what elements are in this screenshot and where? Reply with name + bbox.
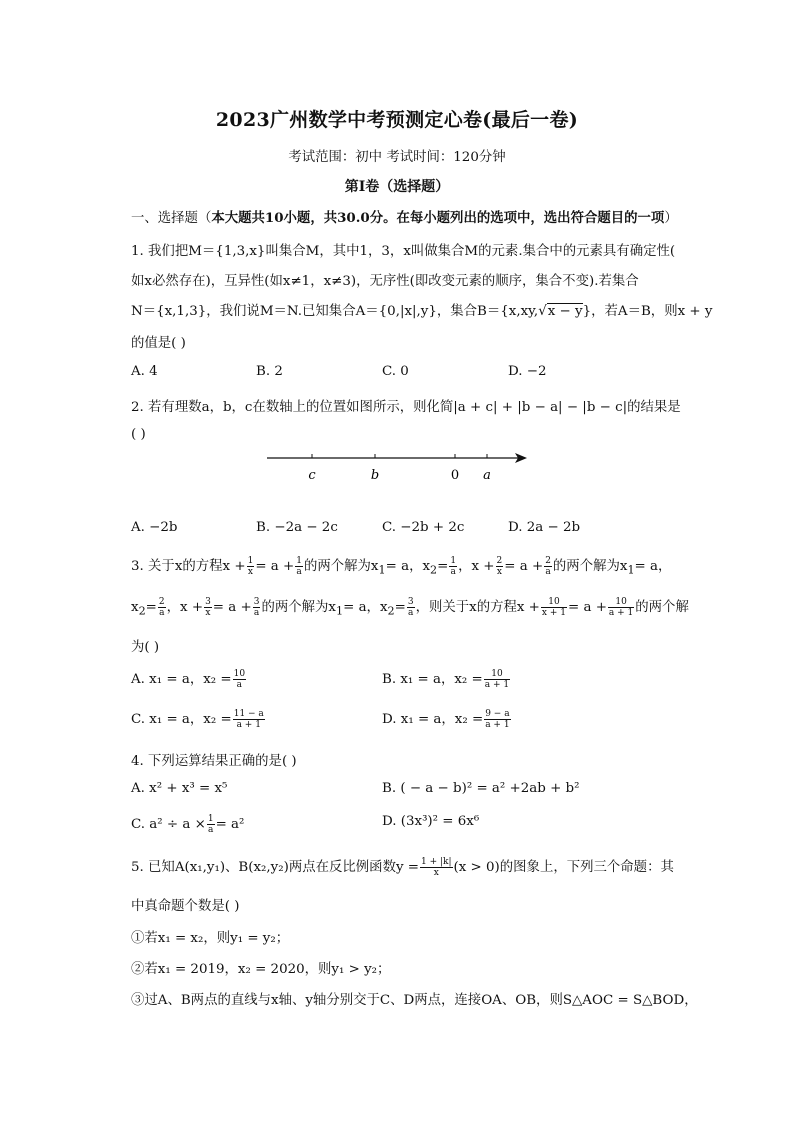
- q1-option-d[interactable]: D. −2: [508, 364, 547, 379]
- label-a: a: [483, 468, 491, 483]
- q4-option-a[interactable]: A. x² + x³ = x⁵: [131, 781, 228, 796]
- q3-text: 3. 关于x的方程x +: [131, 559, 246, 574]
- q1-option-a[interactable]: A. 4: [131, 364, 158, 379]
- circled-two-icon: ②: [131, 962, 145, 977]
- q2-option-b[interactable]: B. −2a − 2c: [256, 520, 338, 535]
- q1-option-b[interactable]: B. 2: [256, 364, 283, 379]
- q4-line1: 4. 下列运算结果正确的是( ): [131, 754, 297, 769]
- q1-line3-a: N＝{x,1,3}，我们说M＝N.已知集合A＝{0,|x|,y}，集合B＝{x,xy,: [131, 304, 539, 319]
- q3-line2: $x_2=$ $\frac{2}{a}$ ，x + $\frac{3}{x}$ = a + $\frac{3}{a}$ 的两个解为$x_1= a$，$x_2=$ $\frac{3}{a}$ ，则关于x的方程x + $\frac{10}{x + 1}$ = a + $\frac{10}{a + 1}$ 的两个解: [131, 597, 689, 618]
- fraction: $\frac{1}{a}$: [296, 556, 302, 577]
- exam-info: 考试范围：初中 考试时间：120分钟: [288, 150, 506, 165]
- q1-line2: 如x必然存在)，互异性(如x≠1，x≠3)，无序性(即改变元素的顺序，集合不变).若集合: [131, 274, 639, 289]
- label-0: 0: [450, 468, 460, 483]
- q5-item-3: ③过A、B两点的直线与x轴、y轴分别交于C、D两点，连接OA、OB，则S△AOC = S△BOD，: [131, 993, 698, 1008]
- q1-option-c[interactable]: C. 0: [382, 364, 409, 379]
- exam-title: 2023广州数学中考预测定心卷(最后一卷): [215, 109, 579, 131]
- fraction: $\frac{1}{a}$: [450, 556, 457, 577]
- fraction: $\frac{10}{x + 1}$: [541, 597, 566, 618]
- q2-option-d[interactable]: D. 2a − 2b: [508, 520, 581, 535]
- q1-line3-c: }，若A＝B，则x + y: [582, 304, 713, 319]
- number-line-figure: [265, 447, 535, 487]
- q1-line3: [131, 300, 712, 319]
- q3-option-c[interactable]: C. x₁ = a，x₂ = $\frac{11 - a}{a + 1}$: [131, 709, 264, 730]
- section-heading: [131, 207, 678, 226]
- q5-line1: 5. 已知A(x₁,y₁)、B(x₂,y₂)两点在反比例函数y = $\frac{1 + |k|}{x}$ (x > 0)的图象上，下列三个命题：其: [131, 857, 674, 878]
- q1-line1: 1. 我们把M＝{1,3,x}叫集合M，其中1，3，x叫做集合M的元素.集合中的元素具有确定性(: [131, 244, 676, 259]
- label-b: b: [370, 468, 380, 483]
- q1-line3-sqrt: x − y: [547, 304, 583, 319]
- fraction: $\frac{1 + |k|}{x}$: [421, 857, 452, 878]
- q3-line1: 3. 关于x的方程x + $\frac{1}{x}$ = a + $\frac{1}{a}$ 的两个解为$x_1= a$，$x_2=$ $\frac{1}{a}$ ，x + $\frac{2}{x}$ = a + $\frac{2}{a}$ 的两个解为$x_1= a$，: [131, 556, 672, 577]
- q1-line4: 的值是( ): [131, 336, 186, 351]
- q4-option-b[interactable]: B. ( − a − b)² = a² +2ab + b²: [382, 781, 580, 796]
- fraction: $\frac{2}{a}$: [158, 597, 165, 618]
- q3-option-b[interactable]: B. x₁ = a，x₂ = $\frac{10}{a + 1}$: [382, 669, 510, 690]
- label-c: c: [308, 468, 316, 483]
- q3-line3: 为( ): [131, 640, 160, 655]
- q5-line2: 中真命题个数是( ): [131, 899, 240, 914]
- circled-three-icon: ③: [131, 993, 145, 1008]
- section-rule: 本大题共10小题，共30.0分。在每小题列出的选项中，选出符合题目的一项: [211, 210, 665, 226]
- q4-option-c[interactable]: C. a² ÷ a × $\frac{1}{a}$ = a²: [131, 814, 245, 835]
- q2-line2: ( ): [131, 427, 146, 442]
- section-head: 一、选择题（: [131, 211, 212, 226]
- section-tail: ）: [664, 211, 678, 226]
- q5-item-1: ①若x₁ = x₂，则y₁ = y₂；: [131, 931, 290, 946]
- q4-option-d[interactable]: D. (3x³)² = 6x⁶: [382, 814, 480, 829]
- q3-option-a[interactable]: A. x₁ = a，x₂ = $\frac{10}{a}$: [131, 669, 246, 690]
- sqrt-icon: √: [538, 304, 547, 319]
- fraction: $\frac{3}{x}$: [205, 597, 211, 618]
- fraction: $\frac{2}{x}$: [496, 556, 503, 577]
- circled-one-icon: ①: [131, 931, 145, 946]
- fraction: $\frac{1}{x}$: [247, 556, 254, 577]
- q2-option-a[interactable]: A. −2b: [131, 520, 178, 535]
- fraction: $\frac{3}{a}$: [407, 597, 414, 618]
- fraction: $\frac{3}{a}$: [253, 597, 260, 618]
- fraction: $\frac{10}{a + 1}$: [608, 597, 634, 618]
- q2-line1: 2. 若有理数a，b，c在数轴上的位置如图所示，则化简|a + c| + |b − a| − |b − c|的结果是: [131, 400, 681, 415]
- q3-option-d[interactable]: D. x₁ = a，x₂ = $\frac{9 - a}{a + 1}$: [382, 709, 510, 730]
- volume-heading: 第I卷（选择题）: [344, 179, 450, 195]
- q5-item-2: ②若x₁ = 2019，x₂ = 2020，则y₁ > y₂；: [131, 962, 391, 977]
- q2-option-c[interactable]: C. −2b + 2c: [382, 520, 465, 535]
- fraction: $\frac{2}{a}$: [545, 556, 551, 577]
